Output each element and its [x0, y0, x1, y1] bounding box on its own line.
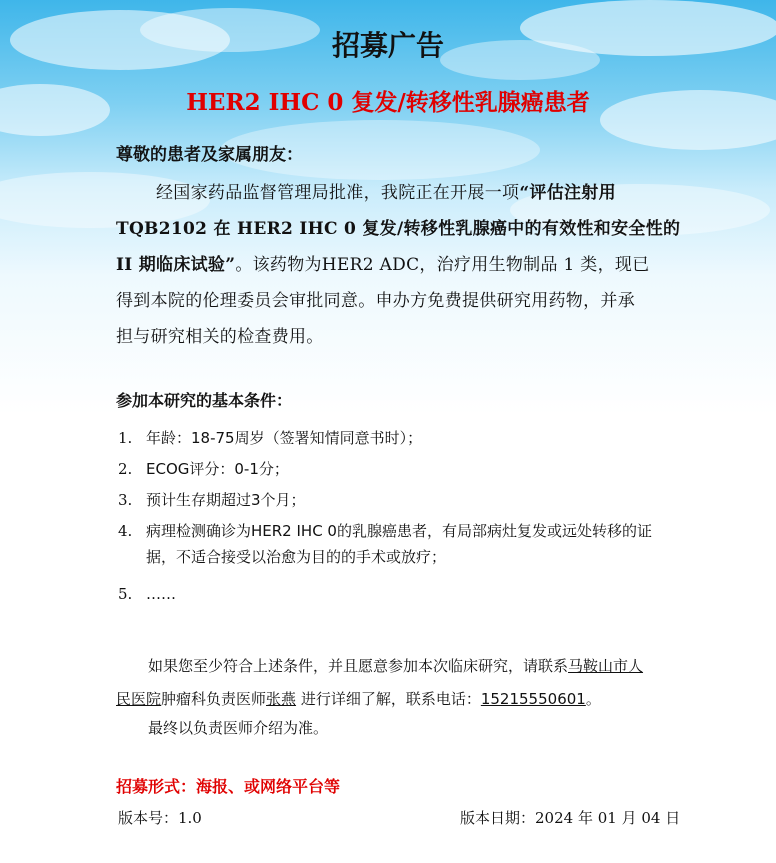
phone-number: 15215550601: [480, 690, 586, 708]
intro-line-4: 得到本院的伦理委员会审批同意。申办方免费提供研究用药物，并承: [116, 291, 635, 311]
intro-line-5: 担与研究相关的检查费用。: [116, 327, 324, 347]
contact-line-3: 最终以负责医师介绍为准。: [148, 719, 329, 737]
criteria-item: 3. 预计生存期超过3个月；: [118, 491, 306, 509]
intro-line-3: II 期临床试验”。该药物为HER2 ADC，治疗用生物制品 1 类，现已: [116, 255, 650, 275]
criteria-item: 2. ECOG评分：0-1分；: [118, 460, 289, 478]
version-number: 版本号：1.0: [118, 809, 202, 827]
page-subtitle: HER2 IHC 0 复发/转移性乳腺癌患者: [186, 89, 590, 116]
version-date: 版本日期：2024 年 01 月 04 日: [460, 809, 681, 827]
intro-line-2: TQB2102 在 HER2 IHC 0 复发/转移性乳腺癌中的有效性和安全性的: [116, 219, 681, 239]
intro-line-1: 经国家药品监督管理局批准，我院正在开展一项“评估注射用: [156, 183, 616, 203]
recruitment-form: 招募形式：海报、或网络平台等: [116, 777, 341, 796]
hospital-name: 马鞍山市人: [568, 657, 644, 675]
criteria-heading: 参加本研究的基本条件：: [116, 391, 293, 410]
criteria-item: 5. ……: [118, 585, 176, 603]
criteria-item: 1. 年龄：18-75周岁（签署知情同意书时）；: [118, 429, 423, 447]
page-title: 招募广告: [331, 29, 444, 62]
criteria-item-continued: 据，不适合接受以治愈为目的的手术或放疗；: [146, 548, 447, 566]
hospital-name-continued: 民医院: [116, 690, 162, 708]
doctor-name: 张燕: [266, 690, 297, 708]
contact-line-2: 民医院肿瘤科负责医师张燕 进行详细了解，联系电话：15215550601。: [116, 690, 601, 708]
criteria-item: 4. 病理检测确诊为HER2 IHC 0的乳腺癌患者，有局部病灶复发或远处转移的证: [118, 522, 652, 540]
contact-line-1: 如果您至少符合上述条件，并且愿意参加本次临床研究，请联系马鞍山市人: [148, 657, 644, 675]
greeting: 尊敬的患者及家属朋友：: [116, 145, 303, 165]
